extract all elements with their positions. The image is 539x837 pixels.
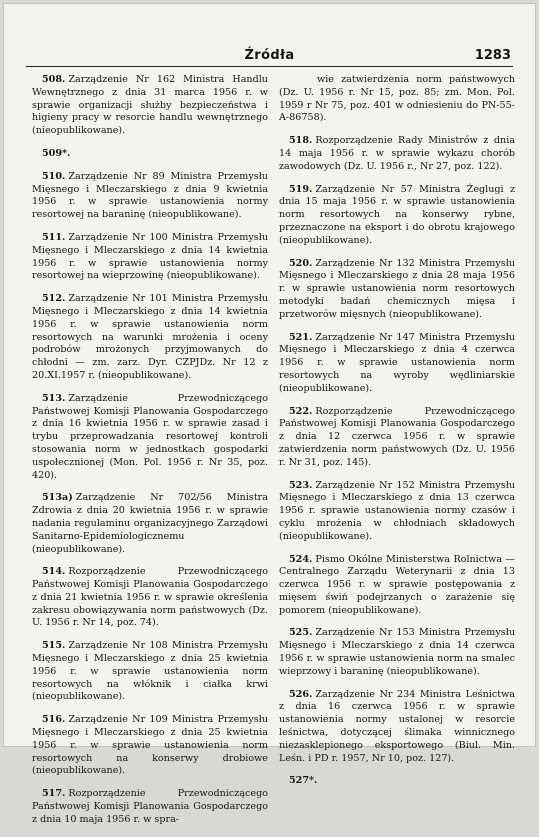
running-title: Źródła xyxy=(244,48,295,63)
list-item xyxy=(279,332,515,396)
right-column xyxy=(279,74,515,798)
list-item xyxy=(32,714,268,778)
list-item xyxy=(32,788,268,826)
entry-text: Zarządzenie Nr 109 Ministra Przemysłu Mięsnego i Mleczarskiego z dnia 25 kwietnia 1956 r. w sprawie ustanowienia norm resortowych na konserwy drobiowe (nieopublikowane). xyxy=(32,714,268,777)
entry-text: Zarządzenie Przewodniczącego Państwowej Komisji Planowania Gospodarczego z dnia 16 kwietnia 1956 r. w sprawie zasad i trybu przeprowadzania resortowej kontroli stosowania norm w jednostkach gospodarki uspołecznionej (Mon. Pol. 1956 r. Nr 35, poz. 420). xyxy=(32,392,268,481)
list-item xyxy=(279,627,515,678)
entry-number: 527*. xyxy=(289,775,318,787)
entry-number: 520. xyxy=(289,257,313,269)
entry-number: 512. xyxy=(42,293,66,305)
list-item xyxy=(279,775,515,788)
list-item xyxy=(279,406,515,470)
entry-text: Zarządzenie Nr 89 Ministra Przemysłu Mięsnego i Mleczarskiego z dnia 9 kwietnia 1956 r. w sprawie ustanowienia normy resortowej na baraninę (nieopublikowane). xyxy=(32,170,268,221)
list-item xyxy=(32,148,268,161)
entry-text: Pismo Okólne Ministerstwa Rolnictwa — Centralnego Zarządu Weterynarii z dnia 13 czerwca 1956 r. w sprawie postępowania z mięsem świń podejrzanych o zarażenie się pomorem (nieopublikowane). xyxy=(279,553,515,616)
list-item xyxy=(32,293,268,383)
entry-number: 524. xyxy=(289,553,313,565)
entry-text: Zarządzenie Nr 108 Ministra Przemysłu Mięsnego i Mleczarskiego z dnia 25 kwietnia 1956 r. w sprawie ustanowienia norm resortowych na włóknik i ciałka krwi (nieopublikowane). xyxy=(32,640,268,703)
entry-number: 523. xyxy=(289,479,313,491)
list-item xyxy=(279,258,515,322)
entry-number: 510. xyxy=(42,170,66,182)
entry-text: Zarządzenie Nr 152 Ministra Przemysłu Mięsnego i Mleczarskiego z dnia 13 czerwca 1956 r. sprawie ustanowienia normy czasów i cyklu mrożenia w chłodniach składowych (nieopublikowane). xyxy=(279,479,515,542)
entry-number: 511. xyxy=(42,231,66,243)
entry-number: 508. xyxy=(42,74,66,85)
page-number: 1283 xyxy=(474,48,511,63)
list-item xyxy=(32,566,268,630)
entry-number: 513. xyxy=(42,392,66,404)
entry-text: Rozporządzenie Przewodniczącego Państwowej Komisji Planowania Gospodarczego z dnia 10 maja 1956 r. w spra- xyxy=(32,788,268,825)
entry-number: 518. xyxy=(289,135,313,147)
entry-number: 521. xyxy=(289,331,313,343)
entry-text: Zarządzenie Nr 234 Ministra Leśnictwa z dnia 16 czerwca 1956 r. w sprawie ustanowienia normy ustalonej w resorcie leśnictwa, dotyczącej ślimaka winnicznego niezasklepionego eksportowego (Biul. Min. Leśn. i PD r. 1957, Nr 10, poz. 127). xyxy=(279,688,515,764)
list-item xyxy=(279,135,515,173)
document-page xyxy=(4,4,535,825)
list-item xyxy=(279,74,515,125)
list-item xyxy=(279,689,515,766)
entry-text: wie zatwierdzenia norm państwowych (Dz. U. 1956 r. Nr 15, poz. 85; zm. Mon. Pol. 1959 r Nr 75, poz. 401 w odniesieniu do PN-55-A-86758). xyxy=(279,74,515,124)
list-item xyxy=(32,74,268,138)
list-item xyxy=(279,480,515,544)
entry-number: 516. xyxy=(42,714,66,726)
left-column xyxy=(32,74,268,837)
entry-number: 526. xyxy=(289,688,313,700)
list-item xyxy=(279,184,515,248)
entry-number: 513a) xyxy=(42,492,73,504)
list-item xyxy=(32,171,268,222)
entry-number: 517. xyxy=(42,788,66,800)
entry-number: 509*. xyxy=(42,147,71,159)
entry-text: Rozporządzenie Rady Ministrów z dnia 14 maja 1956 r. w sprawie wykazu chorób zawodowych (Dz. U. 1956 r., Nr 27, poz. 122). xyxy=(279,135,515,172)
entry-text: Rozporządzenie Przewodniczącego Państwowej Komisji Planowania Gospodarczego z dnia 21 kwietnia 1956 r. w sprawie określenia zakresu obowiązywania norm państwowych (Dz. U. 1956 r. Nr 14, poz. 74). xyxy=(32,566,268,629)
entry-text: Zarządzenie Nr 147 Ministra Przemysłu Mięsnego i Mleczarskiego z dnia 4 czerwca 1956 r. w sprawie ustanowienia norm resortowych na wyroby wędliniarskie (nieopublikowane). xyxy=(279,331,515,394)
entry-text: Rozporządzenie Przewodniczącego Państwowej Komisji Planowania Gospodarczego z dnia 12 czerwca 1956 r. w sprawie zatwierdzenia norm państwowych (Dz. U. 1956 r. Nr 31, poz. 145). xyxy=(279,405,515,468)
page-header xyxy=(26,48,513,67)
entry-number: 514. xyxy=(42,566,66,578)
list-item xyxy=(32,492,268,556)
list-item xyxy=(32,393,268,483)
entry-text: Zarządzenie Nr 153 Ministra Przemysłu Mięsnego i Mleczarskiego z dnia 14 czerwca 1956 r. w sprawie ustanowienia norm na smalec wieprzowy i baraninę (nieopublikowane). xyxy=(279,627,515,677)
entry-number: 519. xyxy=(289,183,313,195)
list-item xyxy=(32,640,268,704)
entry-text: Zarządzenie Nr 100 Ministra Przemysłu Mięsnego i Mleczarskiego z dnia 14 kwietnia 1956 r. w sprawie ustanowienia normy resortowej na wieprzowinę (nieopublikowane). xyxy=(32,231,268,282)
entry-text: Zarządzenie Nr 132 Ministra Przemysłu Mięsnego i Mleczarskiego z dnia 28 maja 1956 r. w sprawie ustanowienia norm resortowych metodyki badań chemicznych mięsa i przetworów mięsnych (nieopublikowane). xyxy=(279,257,515,320)
list-item xyxy=(279,554,515,618)
entry-text: Zarządzenie Nr 162 Ministra Handlu Wewnętrznego z dnia 31 marca 1956 r. w sprawie organizacji służby bezpieczeństwa i higieny pracy w resorcie handlu wewnętrznego (nieopublikowane). xyxy=(32,74,268,137)
entry-text: Zarządzenie Nr 101 Ministra Przemysłu Mięsnego i Mleczarskiego z dnia 14 kwietnia 1956 r. w sprawie ustanowienia norm resortowych na warunki mrożenia i oceny podrobów mrożonych przyjmowanych do chłodni — zm. zarz. Dyr. CZPJDz. Nr 12 z 20.XI.1957 r. (nieopublikowane). xyxy=(32,293,268,381)
entry-number: 515. xyxy=(42,640,66,652)
entry-number: 525. xyxy=(289,627,313,639)
entry-number: 522. xyxy=(289,405,313,417)
entry-text: Zarządzenie Nr 702/56 Ministra Zdrowia z dnia 20 kwietnia 1956 r. w sprawie nadania regulaminu organizacyjnego Zarządowi Sanitarno-Epidemiologicznemu (nieopublikowane). xyxy=(32,492,268,555)
list-item xyxy=(32,232,268,283)
entry-text: Zarządzenie Nr 57 Ministra Żeglugi z dnia 15 maja 1956 r. w sprawie ustanowienia norm resortowych na konserwy rybne, przeznaczone na eksport i do obrotu krajowego (nieopublikowane). xyxy=(279,183,515,246)
